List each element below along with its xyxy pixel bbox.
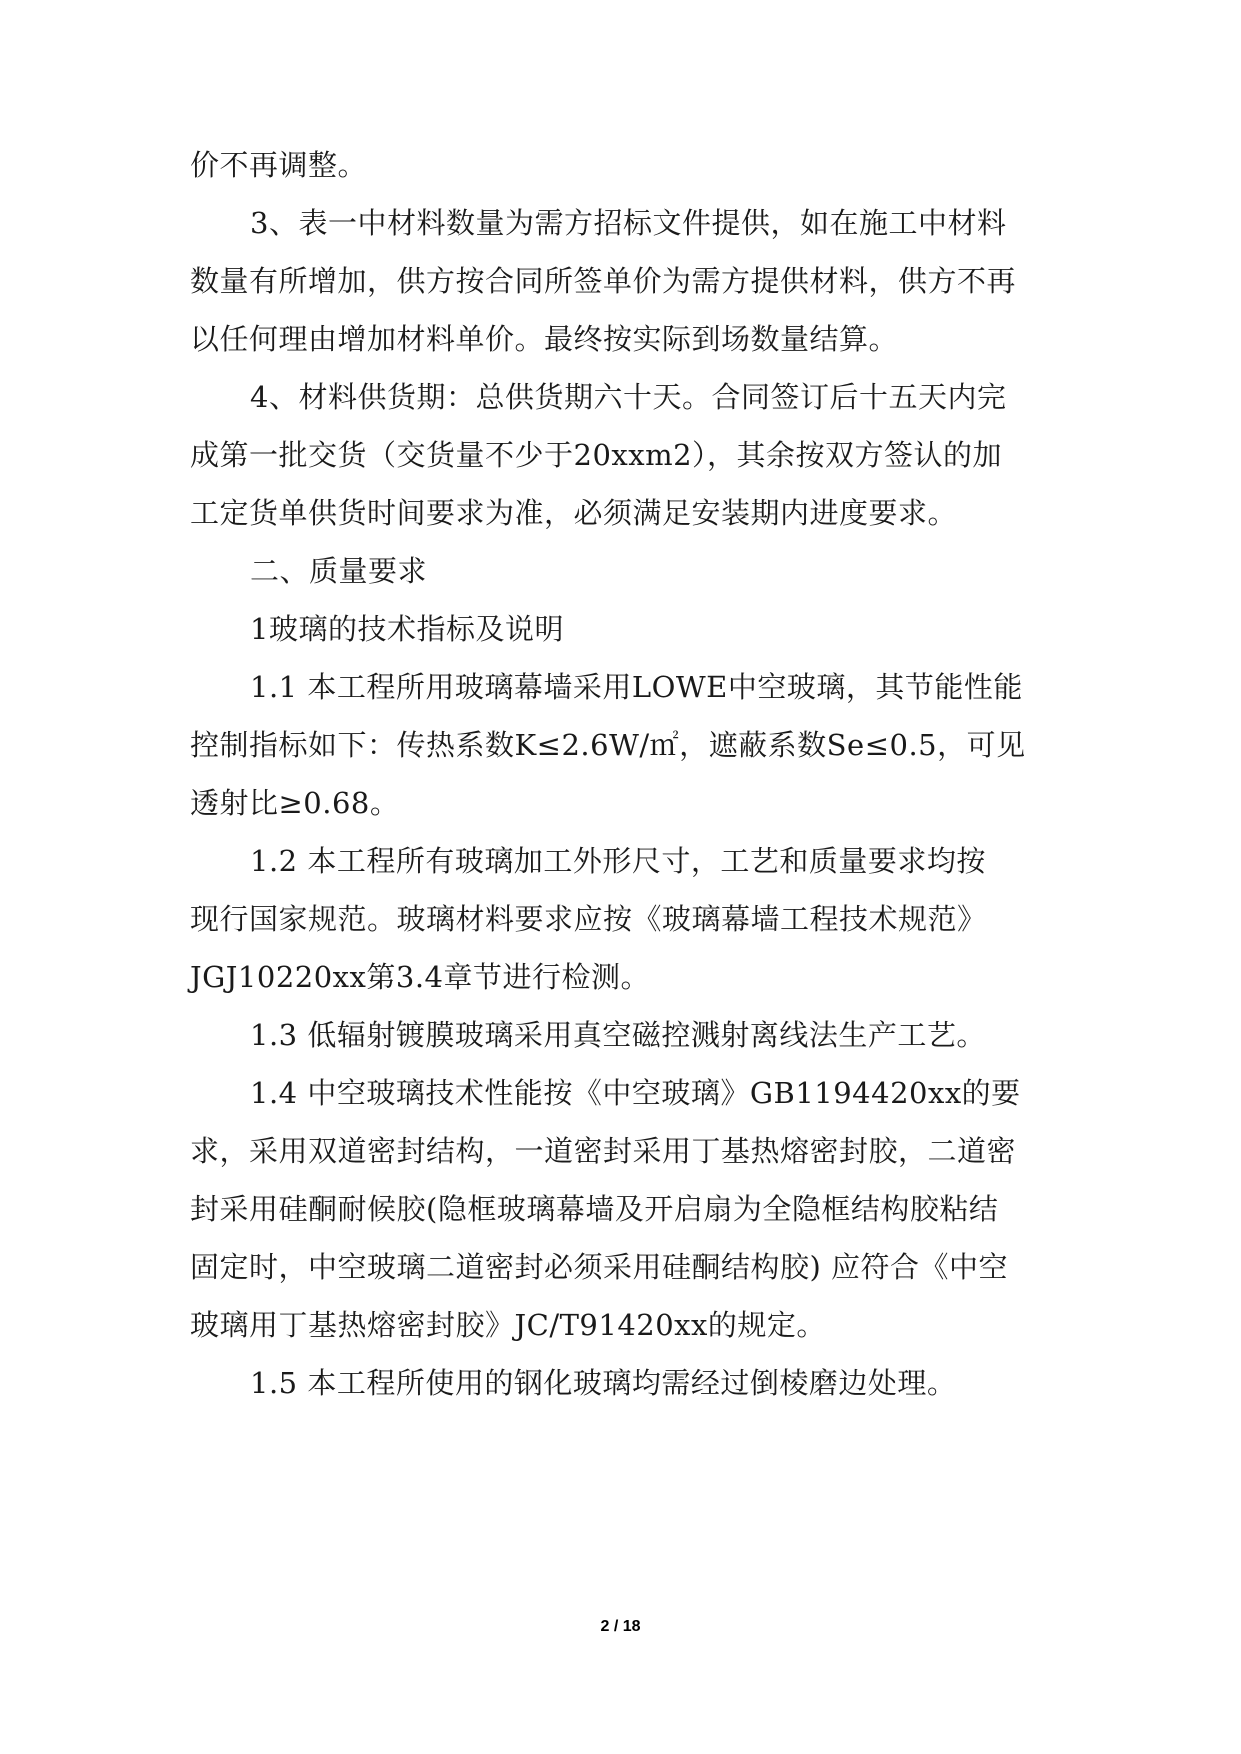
paragraph-line: 3、表一中材料数量为需方招标文件提供，如在施工中材料 (250, 206, 1007, 240)
paragraph-line: 控制指标如下：传热系数K≤2.6W/㎡，遮蔽系数Se≤0.5，可见 (190, 728, 1026, 762)
paragraph-line: 现行国家规范。玻璃材料要求应按《玻璃幕墙工程技术规范》 (190, 902, 987, 936)
paragraph-line: 1.5 本工程所使用的钢化玻璃均需经过倒棱磨边处理。 (250, 1366, 957, 1400)
paragraph-line: 固定时，中空玻璃二道密封必须采用硅酮结构胶) 应符合《中空 (190, 1250, 1009, 1284)
section-heading: 二、质量要求 (250, 554, 428, 588)
paragraph-line: 1.4 中空玻璃技术性能按《中空玻璃》GB1194420xx的要 (250, 1076, 1021, 1110)
page-number: 2 / 18 (600, 1618, 641, 1635)
paragraph-line: 玻璃用丁基热熔密封胶》JC/T91420xx的规定。 (190, 1308, 826, 1342)
paragraph-line: 1.3 低辐射镀膜玻璃采用真空磁控溅射离线法生产工艺。 (250, 1018, 986, 1052)
paragraph-line: 透射比≥0.68。 (190, 786, 400, 820)
subsection-heading: 1玻璃的技术指标及说明 (250, 612, 564, 646)
paragraph-line: 封采用硅酮耐候胶(隐框玻璃幕墙及开启扇为全隐框结构胶粘结 (190, 1192, 999, 1226)
paragraph-line: 求，采用双道密封结构，一道密封采用丁基热熔密封胶，二道密 (190, 1134, 1017, 1168)
paragraph-line: 成第一批交货（交货量不少于20xxm2），其余按双方签认的加 (190, 438, 1003, 472)
paragraph-line: 1.2 本工程所有玻璃加工外形尺寸，工艺和质量要求均按 (250, 844, 986, 878)
paragraph-line: 数量有所增加，供方按合同所签单价为需方提供材料，供方不再 (190, 264, 1017, 298)
paragraph-line: JGJ10220xx第3.4章节进行检测。 (190, 960, 651, 994)
paragraph-line: 工定货单供货时间要求为准，必须满足安装期内进度要求。 (190, 496, 958, 530)
paragraph-line: 1.1 本工程所用玻璃幕墙采用LOWE中空玻璃，其节能性能 (250, 670, 1023, 704)
paragraph-line: 4、材料供货期：总供货期六十天。合同签订后十五天内完 (250, 380, 1007, 414)
paragraph-line: 价不再调整。 (190, 148, 368, 182)
paragraph-line: 以任何理由增加材料单价。最终按实际到场数量结算。 (190, 322, 899, 356)
